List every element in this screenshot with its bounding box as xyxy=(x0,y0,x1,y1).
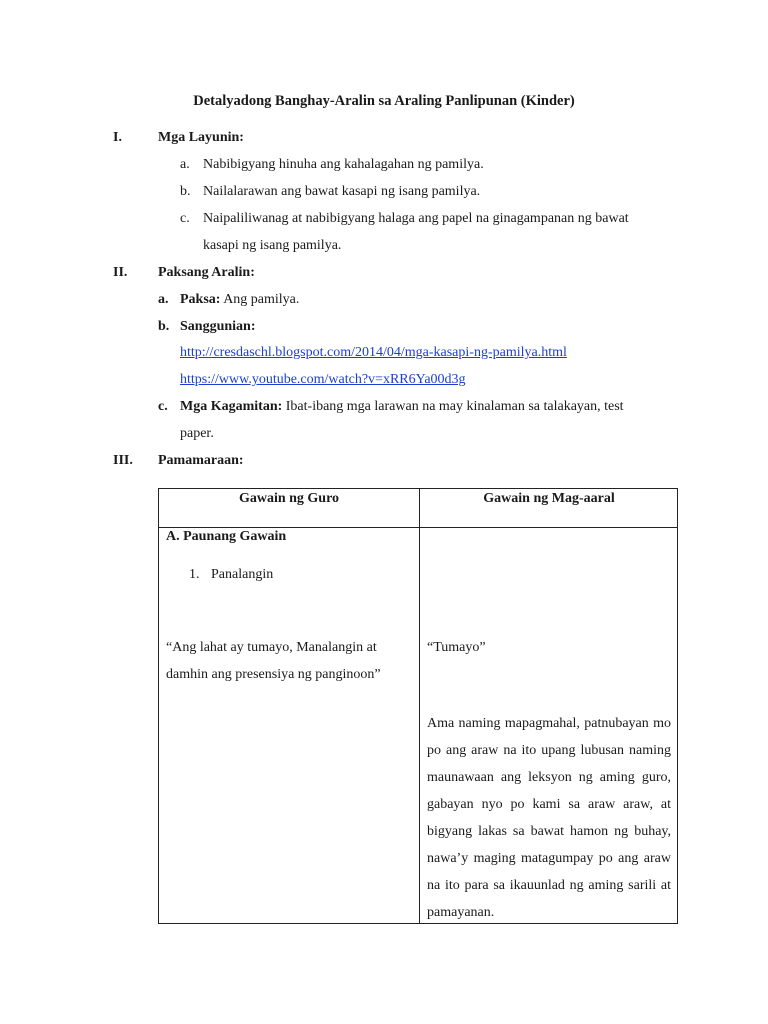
section-3-numeral: III. xyxy=(113,453,133,468)
step-1-number: 1. xyxy=(189,567,200,582)
paunang-gawain-subheading: A. Paunang Gawain xyxy=(166,529,287,544)
section-1-numeral: I. xyxy=(113,130,122,145)
table-column-divider xyxy=(419,489,420,923)
kagamitan-label: Mga Kagamitan: xyxy=(180,399,283,414)
objective-c-text: Naipaliliwanag at nabibigyang halaga ang papel na ginagampanan ng bawat xyxy=(203,211,629,226)
paksa-line xyxy=(180,292,299,308)
header-student-activity: Gawain ng Mag-aaral xyxy=(483,491,615,506)
student-response: “Tumayo” xyxy=(427,640,486,655)
kagamitan-continuation: paper. xyxy=(180,426,214,441)
objective-b-letter: b. xyxy=(180,184,191,199)
activity-table xyxy=(158,488,678,924)
paksa-letter: a. xyxy=(158,292,169,307)
table-header-divider xyxy=(159,527,677,528)
kagamitan-value: Ibat-ibang mga larawan na may kinalaman sa talakayan, test xyxy=(285,399,624,414)
step-1-text: Panalangin xyxy=(211,567,274,582)
section-1-heading: Mga Layunin: xyxy=(158,130,244,145)
student-prayer-text: Ama naming mapagmahal, patnubayan mo po ang araw na ito upang lubusan naming maunawaan ang leksyon ng aming guro, gabayan nyo po kami sa araw araw, at bigyang lakas sa bawat hamon ng buhay, nawa’y maging matagumpay po ang araw na ito para sa ikauunlad ng aming sarili at pamayanan. xyxy=(427,716,671,920)
paksa-label: Paksa: xyxy=(180,292,221,307)
sanggunian-label: Sanggunian: xyxy=(180,319,256,334)
reference-link-youtube[interactable]: https://www.youtube.com/watch?v=xRR6Ya00d3g xyxy=(180,372,466,387)
paksa-value: Ang pamilya. xyxy=(223,292,300,307)
section-2-numeral: II. xyxy=(113,265,128,280)
objective-c-continuation: kasapi ng isang pamilya. xyxy=(203,238,342,253)
section-3-heading: Pamamaraan: xyxy=(158,453,244,468)
teacher-instruction-line-2: damhin ang presensiya ng panginoon” xyxy=(166,667,381,682)
objective-a-text: Nabibigyang hinuha ang kahalagahan ng pamilya. xyxy=(203,157,484,172)
sanggunian-letter: b. xyxy=(158,319,170,334)
kagamitan-line xyxy=(180,399,624,415)
section-2-heading: Paksang Aralin: xyxy=(158,265,255,280)
kagamitan-letter: c. xyxy=(158,399,168,414)
document-title: Detalyadong Banghay-Aralin sa Araling Panlipunan (Kinder) xyxy=(193,93,575,109)
objective-a-letter: a. xyxy=(180,157,190,172)
header-teacher-activity: Gawain ng Guro xyxy=(238,491,340,506)
teacher-instruction-line-1: “Ang lahat ay tumayo, Manalangin at xyxy=(166,640,377,655)
objective-c-letter: c. xyxy=(180,211,190,226)
reference-link-blog[interactable]: http://cresdaschl.blogspot.com/2014/04/mga-kasapi-ng-pamilya.html xyxy=(180,345,567,360)
objective-b-text: Nailalarawan ang bawat kasapi ng isang pamilya. xyxy=(203,184,481,199)
